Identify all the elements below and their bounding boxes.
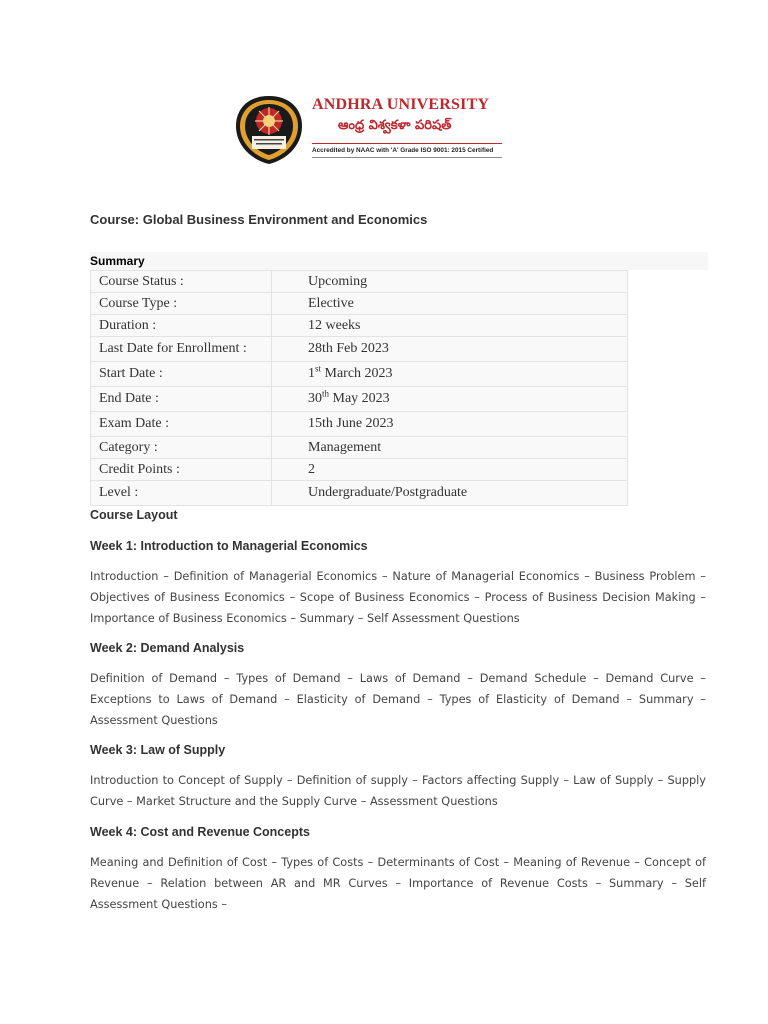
table-row — [91, 459, 628, 481]
university-seal-icon — [234, 94, 304, 166]
table-row — [91, 387, 628, 412]
table-row — [91, 337, 628, 362]
table-key: Last Date for Enrollment : — [91, 337, 272, 362]
table-value — [272, 387, 628, 412]
table-key: Course Type : — [91, 293, 272, 315]
table-value: 2 — [272, 459, 628, 481]
table-key: Category : — [91, 437, 272, 459]
course-title: Course: Global Business Environment and Economics — [90, 212, 428, 227]
course-layout — [90, 507, 706, 915]
university-name: ANDHRA UNIVERSITY — [312, 96, 490, 113]
table-key: Course Status : — [91, 271, 272, 293]
value-number: 1 — [308, 366, 315, 381]
table-value: Elective — [272, 293, 628, 315]
table-key: Level : — [91, 481, 272, 506]
week-3-topics: Introduction to Concept of Supply – Definition of supply – Factors affecting Supply – Law of Supply – Supply Curve – Market Structure and the Supply Curve – Assessment Questions — [90, 774, 706, 808]
brand-divider-bottom — [312, 157, 502, 158]
table-value: 12 weeks — [272, 315, 628, 337]
value-ordinal: th — [322, 388, 330, 399]
value-ordinal: st — [315, 363, 322, 374]
summary-label: Summary — [90, 254, 145, 268]
value-rest: May 2023 — [329, 391, 390, 406]
table-value: Management — [272, 437, 628, 459]
table-value — [272, 362, 628, 387]
table-row — [91, 412, 628, 437]
table-value: 28th Feb 2023 — [272, 337, 628, 362]
accreditation-text: Accredited by NAAC with 'A' Grade ISO 9001: 2015 Certified — [312, 147, 494, 154]
value-number: 30 — [308, 391, 322, 406]
table-key: Start Date : — [91, 362, 272, 387]
table-row — [91, 315, 628, 337]
week-4-title: Week 4: Cost and Revenue Concepts — [90, 825, 310, 839]
table-key: Exam Date : — [91, 412, 272, 437]
table-row — [91, 362, 628, 387]
university-header — [232, 92, 502, 168]
week-2-topics: Definition of Demand – Types of Demand – Laws of Demand – Demand Schedule – Demand Curve – Exceptions to Laws of Demand – Elasticity of Demand – Types of Elasticity of Demand – Summary – Assessment Questions — [90, 672, 706, 727]
table-row — [91, 293, 628, 315]
week-4-topics: Meaning and Definition of Cost – Types of Costs – Determinants of Cost – Meaning of Revenue – Concept of Revenue – Relation between AR and MR Curves – Importance of Revenue Costs – Summary – Self Assessment Questions – — [90, 856, 706, 911]
summary-table — [90, 270, 628, 506]
table-value: Undergraduate/Postgraduate — [272, 481, 628, 506]
university-name-telugu: ఆంధ్ర విశ్వకళా పరిషత్ — [338, 118, 452, 133]
table-key: Credit Points : — [91, 459, 272, 481]
brand-divider — [312, 143, 502, 144]
table-row — [91, 271, 628, 293]
week-1-topics: Introduction – Definition of Managerial Economics – Nature of Managerial Economics – Business Problem – Objectives of Business Economics – Scope of Business Economics – Process of Business Decision Making – Importance of Business Economics – Summary – Self Assessment Questions — [90, 570, 706, 625]
summary-band — [90, 252, 708, 270]
week-1-title: Week 1: Introduction to Managerial Economics — [90, 539, 368, 553]
table-key: End Date : — [91, 387, 272, 412]
table-value: Upcoming — [272, 271, 628, 293]
table-row — [91, 481, 628, 506]
university-brand — [312, 96, 502, 158]
table-row — [91, 437, 628, 459]
week-3-title: Week 3: Law of Supply — [90, 743, 226, 757]
week-2-title: Week 2: Demand Analysis — [90, 641, 245, 655]
table-key: Duration : — [91, 315, 272, 337]
table-value: 15th June 2023 — [272, 412, 628, 437]
value-rest: March 2023 — [321, 366, 393, 381]
course-layout-heading: Course Layout — [90, 508, 178, 522]
